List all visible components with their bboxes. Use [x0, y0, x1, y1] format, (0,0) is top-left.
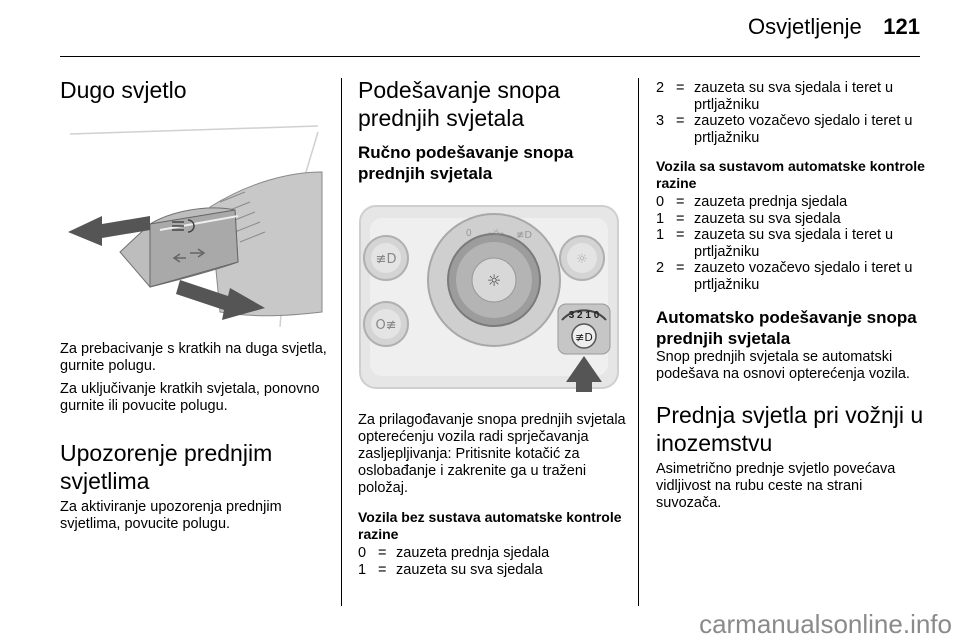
- list-item-equals: =: [676, 80, 685, 96]
- list-item-number: 0: [656, 194, 665, 210]
- list-item-text: zauzeta su sva sjedala: [694, 210, 841, 227]
- column-divider-2: [638, 78, 639, 606]
- list-item-number: 0: [358, 545, 367, 561]
- dial-zero-label: 0: [466, 228, 472, 239]
- subheading-no-auto-leveling: Vozila bez sustava automatske kontrole razine: [358, 509, 622, 542]
- paragraph-high-beam-push: Za prebacivanje s kratkih na duga svjetla, gurnite polugu.: [60, 341, 327, 374]
- parking-light-icon: -☼-: [488, 228, 505, 239]
- list-item-number: 2: [656, 80, 665, 96]
- middle-column: [358, 76, 626, 578]
- list-item-equals: =: [676, 113, 685, 129]
- paragraph-low-beam: Za uključivanje kratkih svjetala, ponovno gurnite ili povucite polugu.: [60, 381, 320, 414]
- column-divider-1: [341, 78, 342, 606]
- list-no-auto-leveling: [358, 545, 626, 578]
- low-beam-icon: ≢D: [516, 230, 533, 241]
- page-number: 121: [883, 14, 920, 39]
- list-item-number: 2: [656, 260, 665, 276]
- list-item-text: zauzeta prednja sjedala: [694, 194, 848, 210]
- paragraph-headlight-flash: Za aktiviranje upozorenja prednjim svjetlima, povucite polugu.: [60, 499, 282, 532]
- headlight-range-dial-illustration: [358, 196, 620, 396]
- list-item-number: 1: [656, 210, 665, 227]
- page-header-title: Osvjetljenje: [748, 14, 862, 39]
- list-item: [358, 562, 626, 579]
- paragraph-automatic-adjustment: Snop prednjih svjetala se automatski podešava na osnovi opterećenja vozila.: [656, 349, 910, 382]
- heading-manual-beam-adjustment: Ručno podešavanje snopa prednjih svjetala: [358, 143, 574, 183]
- heading-beam-adjustment: Podešavanje snopa prednjih svjetala: [358, 77, 561, 131]
- list-item: [656, 113, 926, 146]
- list-item: [656, 227, 926, 260]
- list-item-text: zauzeto vozačevo sjedalo i teret u prtljažniku: [694, 113, 913, 146]
- list-item-equals: =: [676, 210, 685, 227]
- list-item-number: 1: [656, 227, 665, 243]
- heading-high-beam: Dugo svjetlo: [60, 77, 187, 103]
- list-item: [656, 80, 926, 113]
- right-column: [656, 80, 926, 512]
- list-item: [656, 260, 926, 293]
- heading-driving-abroad: Prednja svjetla pri vožnji u inozemstvu: [656, 402, 924, 456]
- range-scale-label: 3 2 1 0: [568, 310, 600, 321]
- headlight-range-icon: ≢D: [575, 331, 593, 344]
- list-item-text: zauzeta prednja sjedala: [396, 545, 550, 561]
- light-switch-sun-icon: ☼: [486, 271, 502, 290]
- heading-headlight-flash: Upozorenje prednjim svjetlima: [60, 440, 273, 494]
- high-beam-lever-illustration: [60, 112, 328, 327]
- paragraph-asymmetric-headlight: Asimetrično prednje svjetlo povećava vidljivost na rubu ceste na strani suvozača.: [656, 461, 896, 511]
- list-no-auto-leveling-continued: [656, 80, 926, 146]
- list-item: [358, 545, 626, 562]
- list-item-text: zauzeta su sva sjedala i teret u prtljažniku: [694, 227, 894, 260]
- list-item: [656, 211, 926, 228]
- list-item-equals: =: [676, 260, 685, 276]
- list-item-equals: =: [676, 194, 685, 210]
- list-item-number: 1: [358, 561, 367, 578]
- header-rule: [60, 56, 920, 57]
- list-item-text: zauzeto vozačevo sjedalo i teret u prtljažniku: [694, 260, 913, 293]
- rear-fog-icon: O≢: [375, 318, 397, 333]
- list-item-text: zauzeta su sva sjedala i teret u prtljažniku: [694, 80, 894, 113]
- subheading-auto-leveling: Vozila sa sustavom automatske kontrole razine: [656, 158, 925, 191]
- list-auto-leveling: [656, 194, 926, 293]
- list-item-equals: =: [378, 545, 387, 561]
- list-item-number: 3: [656, 113, 665, 129]
- list-item-equals: =: [378, 561, 387, 578]
- heading-automatic-beam-adjustment: Automatsko podešavanje snopa prednjih svjetala: [656, 308, 917, 348]
- paragraph-adjust-instructions: Za prilagođavanje snopa prednjih svjetala opterećenju vozila radi sprječavanja zasljepljivanja: Pritisnite kotačić za oslobađanje i zakrenite ga u traženi položaj.: [358, 412, 626, 496]
- fog-light-icon: ≢D: [375, 252, 397, 267]
- list-item-text: zauzeta su sva sjedala: [396, 561, 543, 578]
- auto-light-icon: ☼: [576, 252, 588, 267]
- list-item: [656, 194, 926, 211]
- watermark: carmanualsonline.info: [699, 609, 952, 639]
- list-item-equals: =: [676, 227, 685, 243]
- left-column: [60, 76, 328, 533]
